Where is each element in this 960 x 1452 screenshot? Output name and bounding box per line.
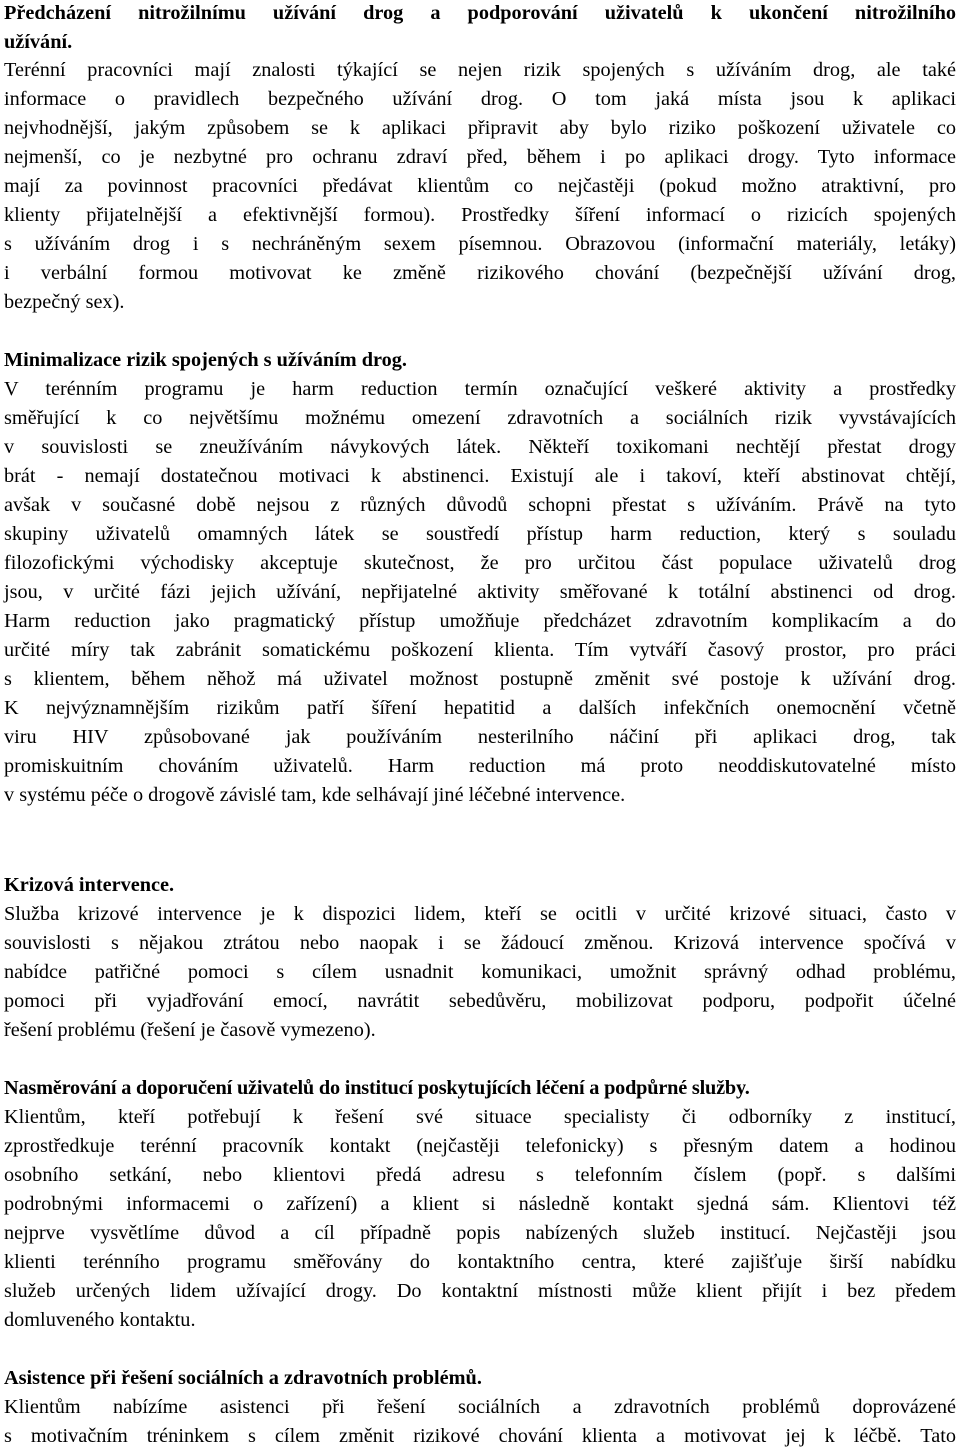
paragraph-line: V terénním programu je harm reduction termín označující veškeré aktivity a prostředky bbox=[4, 378, 956, 400]
paragraph-line: pomoci při vyjadřování emocí, navrátit sebedůvěru, mobilizovat podporu, podpořit účelné bbox=[4, 990, 956, 1012]
paragraph-line: Služba krizové intervence je k dispozici lidem, kteří se ocitli v určité krizové situaci, často v bbox=[4, 903, 956, 925]
paragraph-line: s motivačním tréninkem s cílem změnit rizikové chování klienta a motivovat jej k léčbě. Tato bbox=[4, 1425, 956, 1447]
paragraph-line: klienty přijatelnější a efektivnější formou). Prostředky šíření informací o rizicích spojených bbox=[4, 204, 956, 226]
paragraph-line: řešení problému (řešení je časově vymezeno). bbox=[4, 1019, 376, 1041]
paragraph-line: Klientům, kteří potřebují k řešení své situace specialisty či odborníky z institucí, bbox=[4, 1106, 956, 1128]
paragraph-line: i verbální formou motivovat ke změně rizikového chování (bezpečnější užívání drog, bbox=[4, 262, 956, 284]
paragraph-line: zprostředkuje terénní pracovník kontakt (nejčastěji telefonicky) s přesným datem a hodinou bbox=[4, 1135, 956, 1157]
paragraph-line: domluveného kontaktu. bbox=[4, 1309, 196, 1331]
paragraph-line: nejmenší, co je nezbytné pro ochranu zdraví před, během i po aplikaci drogy. Tyto informace bbox=[4, 146, 956, 168]
paragraph-line: s klientem, během něhož má uživatel možnost postupně změnit své postoje k užívání drog. bbox=[4, 668, 956, 690]
paragraph-line: v systému péče o drogově závislé tam, kde selhávají jiné léčebné intervence. bbox=[4, 784, 626, 806]
paragraph-line: nejprve vysvětlíme důvod a cíl případně popis nabízených služeb institucí. Nejčastěji jsou bbox=[4, 1222, 956, 1244]
paragraph-line: brát - nemají dostatečnou motivaci k abstinenci. Existují ale i takoví, kteří abstinovat chtějí, bbox=[4, 465, 956, 487]
section-heading: Asistence při řešení sociálních a zdravotních problémů. bbox=[4, 1367, 482, 1389]
paragraph-line: nejvhodnější, jakým způsobem se k aplikaci připravit aby bylo riziko poškození uživatele co bbox=[4, 117, 956, 139]
section-heading: užívání. bbox=[4, 31, 73, 53]
paragraph-line: viru HIV způsobované jak používáním nesterilního náčiní při aplikaci drog, tak bbox=[4, 726, 956, 748]
paragraph-line: služeb určených lidem užívající drogy. Do kontaktní místnosti může klient přijít i bez předem bbox=[4, 1280, 956, 1302]
paragraph-line: osobního setkání, nebo klientovi předá adresu s telefonním číslem (popř. s dalšími bbox=[4, 1164, 956, 1186]
paragraph-line: souvislosti s nějakou ztrátou nebo naopak i se žádoucí změnou. Krizová intervence spočívá v bbox=[4, 932, 956, 954]
section-heading: Krizová intervence. bbox=[4, 874, 175, 896]
section-heading: Předcházení nitrožilnímu užívání drog a podporování uživatelů k ukončení nitrožilního bbox=[4, 2, 956, 24]
paragraph-line: určité míry tak zabránit somatickému poškození klienta. Tím vytváří časový prostor, pro práci bbox=[4, 639, 956, 661]
paragraph-line: Klientům nabízíme asistenci při řešení sociálních a zdravotních problémů doprovázené bbox=[4, 1396, 956, 1418]
paragraph-line: podrobnými informacemi o zařízení) a klient si následně kontakt sjedná sám. Klientovi též bbox=[4, 1193, 956, 1215]
paragraph-line: skupiny uživatelů omamných látek se soustředí přístup harm reduction, který s souladu bbox=[4, 523, 956, 545]
paragraph-line: K nejvýznamnějším rizikům patří šíření hepatitid a dalších infekčních onemocnění včetně bbox=[4, 697, 956, 719]
paragraph-line: Harm reduction jako pragmatický přístup umožňuje předcházet zdravotním komplikacím a do bbox=[4, 610, 956, 632]
paragraph-line: informace o pravidlech bezpečného užívání drog. O tom jaká místa jsou k aplikaci bbox=[4, 88, 956, 110]
section-heading: Minimalizace rizik spojených s užíváním drog. bbox=[4, 349, 407, 371]
paragraph-line: avšak v současné době nejsou z různých důvodů schopni přestat s užíváním. Právě na tyto bbox=[4, 494, 956, 516]
paragraph-line: promiskuitním chováním uživatelů. Harm reduction má proto neoddiskutovatelné místo bbox=[4, 755, 956, 777]
paragraph-line: v souvislosti se zneužíváním návykových látek. Někteří toxikomani nechtějí přestat drogy bbox=[4, 436, 956, 458]
paragraph-line: nabídce patřičné pomoci s cílem usnadnit komunikaci, umožnit správný odhad problému, bbox=[4, 961, 956, 983]
paragraph-line: mají za povinnost pracovníci předávat klientům co nejčastěji (pokud možno atraktivní, pro bbox=[4, 175, 956, 197]
paragraph-line: směřující k co největšímu možnému omezení zdravotních a sociálních rizik vyvstávajících bbox=[4, 407, 956, 429]
paragraph-line: jsou, v určité fázi jejich užívání, nepřijatelné aktivity směřované k totální abstinenci od drog. bbox=[4, 581, 956, 603]
paragraph-line: Terénní pracovníci mají znalosti týkající se nejen rizik spojených s užíváním drog, ale také bbox=[4, 59, 956, 81]
paragraph-line: bezpečný sex). bbox=[4, 291, 125, 313]
paragraph-line: filozofickými východisky akceptuje skutečnost, že pro určitou část populace uživatelů drog bbox=[4, 552, 956, 574]
paragraph-line: s užíváním drog i s nechráněným sexem písemnou. Obrazovou (informační materiály, letáky) bbox=[4, 233, 956, 255]
section-heading: Nasměrování a doporučení uživatelů do institucí poskytujících léčení a podpůrné služby. bbox=[4, 1077, 750, 1099]
paragraph-line: klienti terénního programu směřovány do kontaktního centra, které zajišťuje širší nabídku bbox=[4, 1251, 956, 1273]
